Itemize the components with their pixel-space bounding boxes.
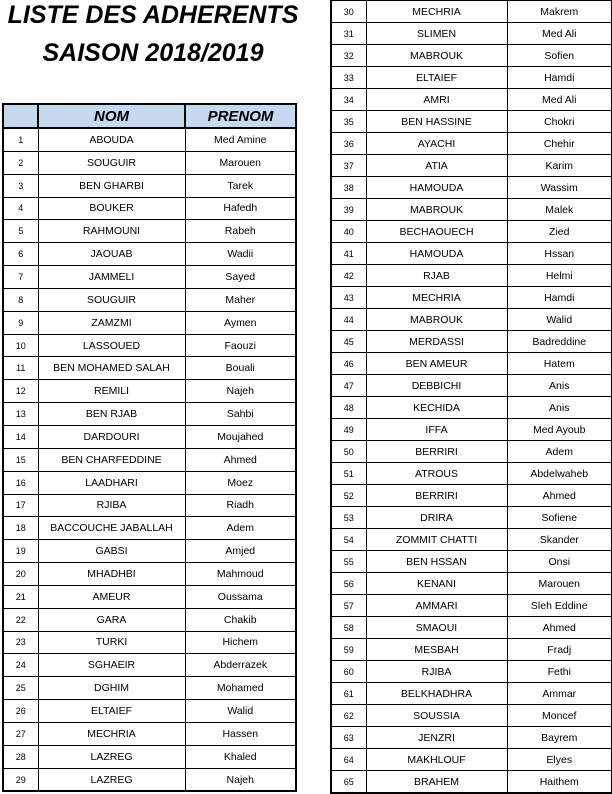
table-row [3,380,296,403]
member-number: 62 [331,705,366,727]
member-prenom: Amjed [185,540,296,563]
member-prenom: Hamdi [507,287,612,309]
table-row [331,771,612,794]
member-prenom: Wassim [507,177,612,199]
member-prenom: Aymen [185,311,296,334]
member-number: 27 [3,722,38,745]
member-nom: LASSOUED [38,334,185,357]
member-number: 24 [3,654,38,677]
member-prenom: Hafedh [185,197,296,220]
member-number: 10 [3,334,38,357]
member-nom: MECHRIA [366,287,507,309]
member-number: 60 [331,661,366,683]
member-nom: SOUSSIA [366,705,507,727]
member-number: 22 [3,608,38,631]
table-row [331,331,612,353]
member-prenom: Med Ali [507,89,612,111]
table-row [3,425,296,448]
member-prenom: Hssan [507,243,612,265]
table-row [3,151,296,174]
member-nom: LAZREG [38,745,185,768]
table-row [331,243,612,265]
member-prenom: Med Ayoub [507,419,612,441]
member-nom: BELKHADHRA [366,683,507,705]
table-row [3,288,296,311]
table-row [3,745,296,768]
page-subtitle: SAISON 2018/2019 [42,39,264,67]
table-row [331,309,612,331]
member-number: 9 [3,311,38,334]
member-prenom: Tarek [185,174,296,197]
member-prenom: Karim [507,155,612,177]
member-number: 13 [3,403,38,426]
member-nom: SOUGUIR [38,151,185,174]
member-number: 36 [331,133,366,155]
member-nom: MECHRIA [38,722,185,745]
table-row [3,654,296,677]
member-nom: ATROUS [366,463,507,485]
table-row [331,67,612,89]
member-prenom: Chehir [507,133,612,155]
member-prenom: Khaled [185,745,296,768]
member-nom: MESBAH [366,639,507,661]
member-nom: SOUGUIR [38,288,185,311]
table-row [3,220,296,243]
member-prenom: Najeh [185,380,296,403]
table-row [3,334,296,357]
member-nom: BERRIRI [366,485,507,507]
member-number: 5 [3,220,38,243]
table-row [331,617,612,639]
member-prenom: Ahmed [507,617,612,639]
member-number: 8 [3,288,38,311]
member-nom: BACCOUCHE JABALLAH [38,517,185,540]
members-table-left [2,103,297,792]
member-nom: REMILI [38,380,185,403]
table-row [331,419,612,441]
member-number: 31 [331,23,366,45]
members-table-right-body [331,1,612,794]
member-prenom: Hamdi [507,67,612,89]
member-prenom: Mohamed [185,677,296,700]
member-prenom: Adem [185,517,296,540]
member-prenom: Malek [507,199,612,221]
member-prenom: Badreddine [507,331,612,353]
member-number: 4 [3,197,38,220]
member-prenom: Bouali [185,357,296,380]
member-nom: JENZRI [366,727,507,749]
member-number: 38 [331,177,366,199]
table-row [331,287,612,309]
member-number: 64 [331,749,366,771]
table-row [3,243,296,266]
member-prenom: Med Amine [185,128,296,151]
member-nom: BOUKER [38,197,185,220]
table-row [3,722,296,745]
member-prenom: Faouzi [185,334,296,357]
member-prenom: Marouen [507,573,612,595]
member-number: 42 [331,265,366,287]
table-row [3,563,296,586]
member-number: 44 [331,309,366,331]
table-row [331,45,612,67]
member-nom: RJAB [366,265,507,287]
member-number: 43 [331,287,366,309]
member-number: 39 [331,199,366,221]
member-nom: BECHAOUECH [366,221,507,243]
member-number: 45 [331,331,366,353]
member-prenom: Onsi [507,551,612,573]
member-number: 14 [3,425,38,448]
table-row [331,221,612,243]
member-prenom: Sayed [185,266,296,289]
member-number: 30 [331,1,366,23]
table-row [3,700,296,723]
member-number: 55 [331,551,366,573]
member-nom: BEN MOHAMED SALAH [38,357,185,380]
member-nom: MABROUK [366,309,507,331]
member-nom: SGHAEIR [38,654,185,677]
member-number: 17 [3,494,38,517]
table-row [331,507,612,529]
member-number: 32 [331,45,366,67]
member-number: 18 [3,517,38,540]
member-nom: ELTAIEF [38,700,185,723]
table-row [3,608,296,631]
member-number: 47 [331,375,366,397]
member-prenom: Chakib [185,608,296,631]
member-prenom: Elyes [507,749,612,771]
member-nom: BRAHEM [366,771,507,794]
member-number: 26 [3,700,38,723]
member-nom: AMRI [366,89,507,111]
member-prenom: Sahbi [185,403,296,426]
member-number: 20 [3,563,38,586]
member-prenom: Haithem [507,771,612,794]
member-prenom: Maher [185,288,296,311]
member-prenom: Helmi [507,265,612,287]
member-number: 29 [3,768,38,791]
table-row [3,517,296,540]
member-prenom: Sofien [507,45,612,67]
member-prenom: Med Ali [507,23,612,45]
table-row [3,585,296,608]
member-prenom: Zied [507,221,612,243]
member-prenom: Riadh [185,494,296,517]
table-row [331,595,612,617]
table-row [331,199,612,221]
table-row [331,529,612,551]
table-row [331,397,612,419]
member-number: 15 [3,448,38,471]
member-nom: BERRIRI [366,441,507,463]
member-prenom: Ammar [507,683,612,705]
members-table-right [330,0,612,794]
table-row [331,463,612,485]
member-prenom: Walid [507,309,612,331]
member-prenom: Bayrem [507,727,612,749]
member-number: 65 [331,771,366,794]
member-prenom: Fethi [507,661,612,683]
table-row [3,174,296,197]
table-row [3,540,296,563]
member-nom: DEBBICHI [366,375,507,397]
member-number: 2 [3,151,38,174]
member-nom: MECHRIA [366,1,507,23]
member-number: 19 [3,540,38,563]
member-number: 6 [3,243,38,266]
table-row [3,631,296,654]
member-number: 35 [331,111,366,133]
member-nom: AMMARI [366,595,507,617]
member-number: 28 [3,745,38,768]
member-nom: MABROUK [366,45,507,67]
table-row [3,494,296,517]
member-number: 48 [331,397,366,419]
member-prenom: Ahmed [185,448,296,471]
page-title: LISTE DES ADHERENTS [7,1,299,29]
member-nom: KENANI [366,573,507,595]
member-number: 53 [331,507,366,529]
table-row [331,265,612,287]
table-row [331,661,612,683]
member-number: 61 [331,683,366,705]
table-row [331,639,612,661]
member-nom: RJIBA [38,494,185,517]
member-prenom: Anis [507,397,612,419]
table-row [331,353,612,375]
member-prenom: Sleh Eddine [507,595,612,617]
member-nom: LAADHARI [38,471,185,494]
table-row [3,266,296,289]
member-nom: ABOUDA [38,128,185,151]
member-nom: BEN AMEUR [366,353,507,375]
member-nom: MABROUK [366,199,507,221]
member-prenom: Skander [507,529,612,551]
member-number: 50 [331,441,366,463]
member-prenom: Hatem [507,353,612,375]
member-number: 21 [3,585,38,608]
member-number: 11 [3,357,38,380]
table-row [3,197,296,220]
member-prenom: Walid [185,700,296,723]
member-prenom: Mahmoud [185,563,296,586]
table-row [3,403,296,426]
member-nom: JAOUAB [38,243,185,266]
member-nom: BEN GHARBI [38,174,185,197]
table-row [331,749,612,771]
member-prenom: Adem [507,441,612,463]
member-prenom: Hassen [185,722,296,745]
table-row [331,485,612,507]
member-number: 3 [3,174,38,197]
member-nom: ZOMMIT CHATTI [366,529,507,551]
member-nom: ATIA [366,155,507,177]
member-number: 59 [331,639,366,661]
member-prenom: Ahmed [507,485,612,507]
member-nom: BEN CHARFEDDINE [38,448,185,471]
member-number: 41 [331,243,366,265]
member-nom: DGHIM [38,677,185,700]
member-prenom: Abderrazek [185,654,296,677]
member-nom: BEN HASSINE [366,111,507,133]
member-number: 54 [331,529,366,551]
member-nom: KECHIDA [366,397,507,419]
table-row [3,448,296,471]
member-nom: AMEUR [38,585,185,608]
table-row [331,111,612,133]
member-number: 12 [3,380,38,403]
table-row [3,677,296,700]
table-row [331,1,612,23]
table-row [331,727,612,749]
member-prenom: Makrem [507,1,612,23]
member-number: 33 [331,67,366,89]
table-row [331,683,612,705]
table-row [331,551,612,573]
member-nom: SMAOUI [366,617,507,639]
member-number: 23 [3,631,38,654]
member-nom: RJIBA [366,661,507,683]
member-number: 40 [331,221,366,243]
member-nom: BEN HSSAN [366,551,507,573]
member-prenom: Moez [185,471,296,494]
members-table-left-body [3,128,296,791]
table-row [331,133,612,155]
table-row [331,573,612,595]
member-prenom: Anis [507,375,612,397]
member-prenom: Rabeh [185,220,296,243]
member-number: 57 [331,595,366,617]
member-prenom: Wadii [185,243,296,266]
member-number: 7 [3,266,38,289]
member-nom: IFFA [366,419,507,441]
table-row [331,441,612,463]
member-number: 1 [3,128,38,151]
member-number: 52 [331,485,366,507]
member-nom: HAMOUDA [366,177,507,199]
table-row [331,177,612,199]
member-nom: MHADHBI [38,563,185,586]
member-nom: GARA [38,608,185,631]
member-prenom: Fradj [507,639,612,661]
member-number: 51 [331,463,366,485]
table-row [331,705,612,727]
member-nom: LAZREG [38,768,185,791]
member-nom: DARDOURI [38,425,185,448]
member-nom: JAMMELI [38,266,185,289]
member-nom: ELTAIEF [366,67,507,89]
member-number: 56 [331,573,366,595]
member-prenom: Abdelwaheb [507,463,612,485]
member-prenom: Oussama [185,585,296,608]
column-header-prenom: PRENOM [185,104,296,128]
member-prenom: Sofiene [507,507,612,529]
member-number: 25 [3,677,38,700]
member-prenom: Marouen [185,151,296,174]
member-prenom: Moncef [507,705,612,727]
member-number: 34 [331,89,366,111]
member-nom: ZAMZMI [38,311,185,334]
table-header-row [3,104,296,128]
table-row [331,155,612,177]
member-nom: MERDASSI [366,331,507,353]
member-nom: RAHMOUNI [38,220,185,243]
member-nom: BEN RJAB [38,403,185,426]
table-row [331,375,612,397]
table-row [3,311,296,334]
member-number: 16 [3,471,38,494]
table-row [331,23,612,45]
member-number: 58 [331,617,366,639]
table-row [3,357,296,380]
table-row [3,471,296,494]
table-row [331,89,612,111]
member-prenom: Moujahed [185,425,296,448]
member-number: 49 [331,419,366,441]
member-nom: MAKHLOUF [366,749,507,771]
member-nom: TURKI [38,631,185,654]
member-number: 46 [331,353,366,375]
table-row [3,128,296,151]
column-header-number [3,104,38,128]
member-number: 63 [331,727,366,749]
member-nom: GABSI [38,540,185,563]
member-prenom: Hichem [185,631,296,654]
member-number: 37 [331,155,366,177]
member-nom: SLIMEN [366,23,507,45]
member-nom: AYACHI [366,133,507,155]
member-nom: HAMOUDA [366,243,507,265]
member-nom: DRIRA [366,507,507,529]
member-prenom: Najeh [185,768,296,791]
member-prenom: Chokri [507,111,612,133]
column-header-nom: NOM [38,104,185,128]
table-row [3,768,296,791]
